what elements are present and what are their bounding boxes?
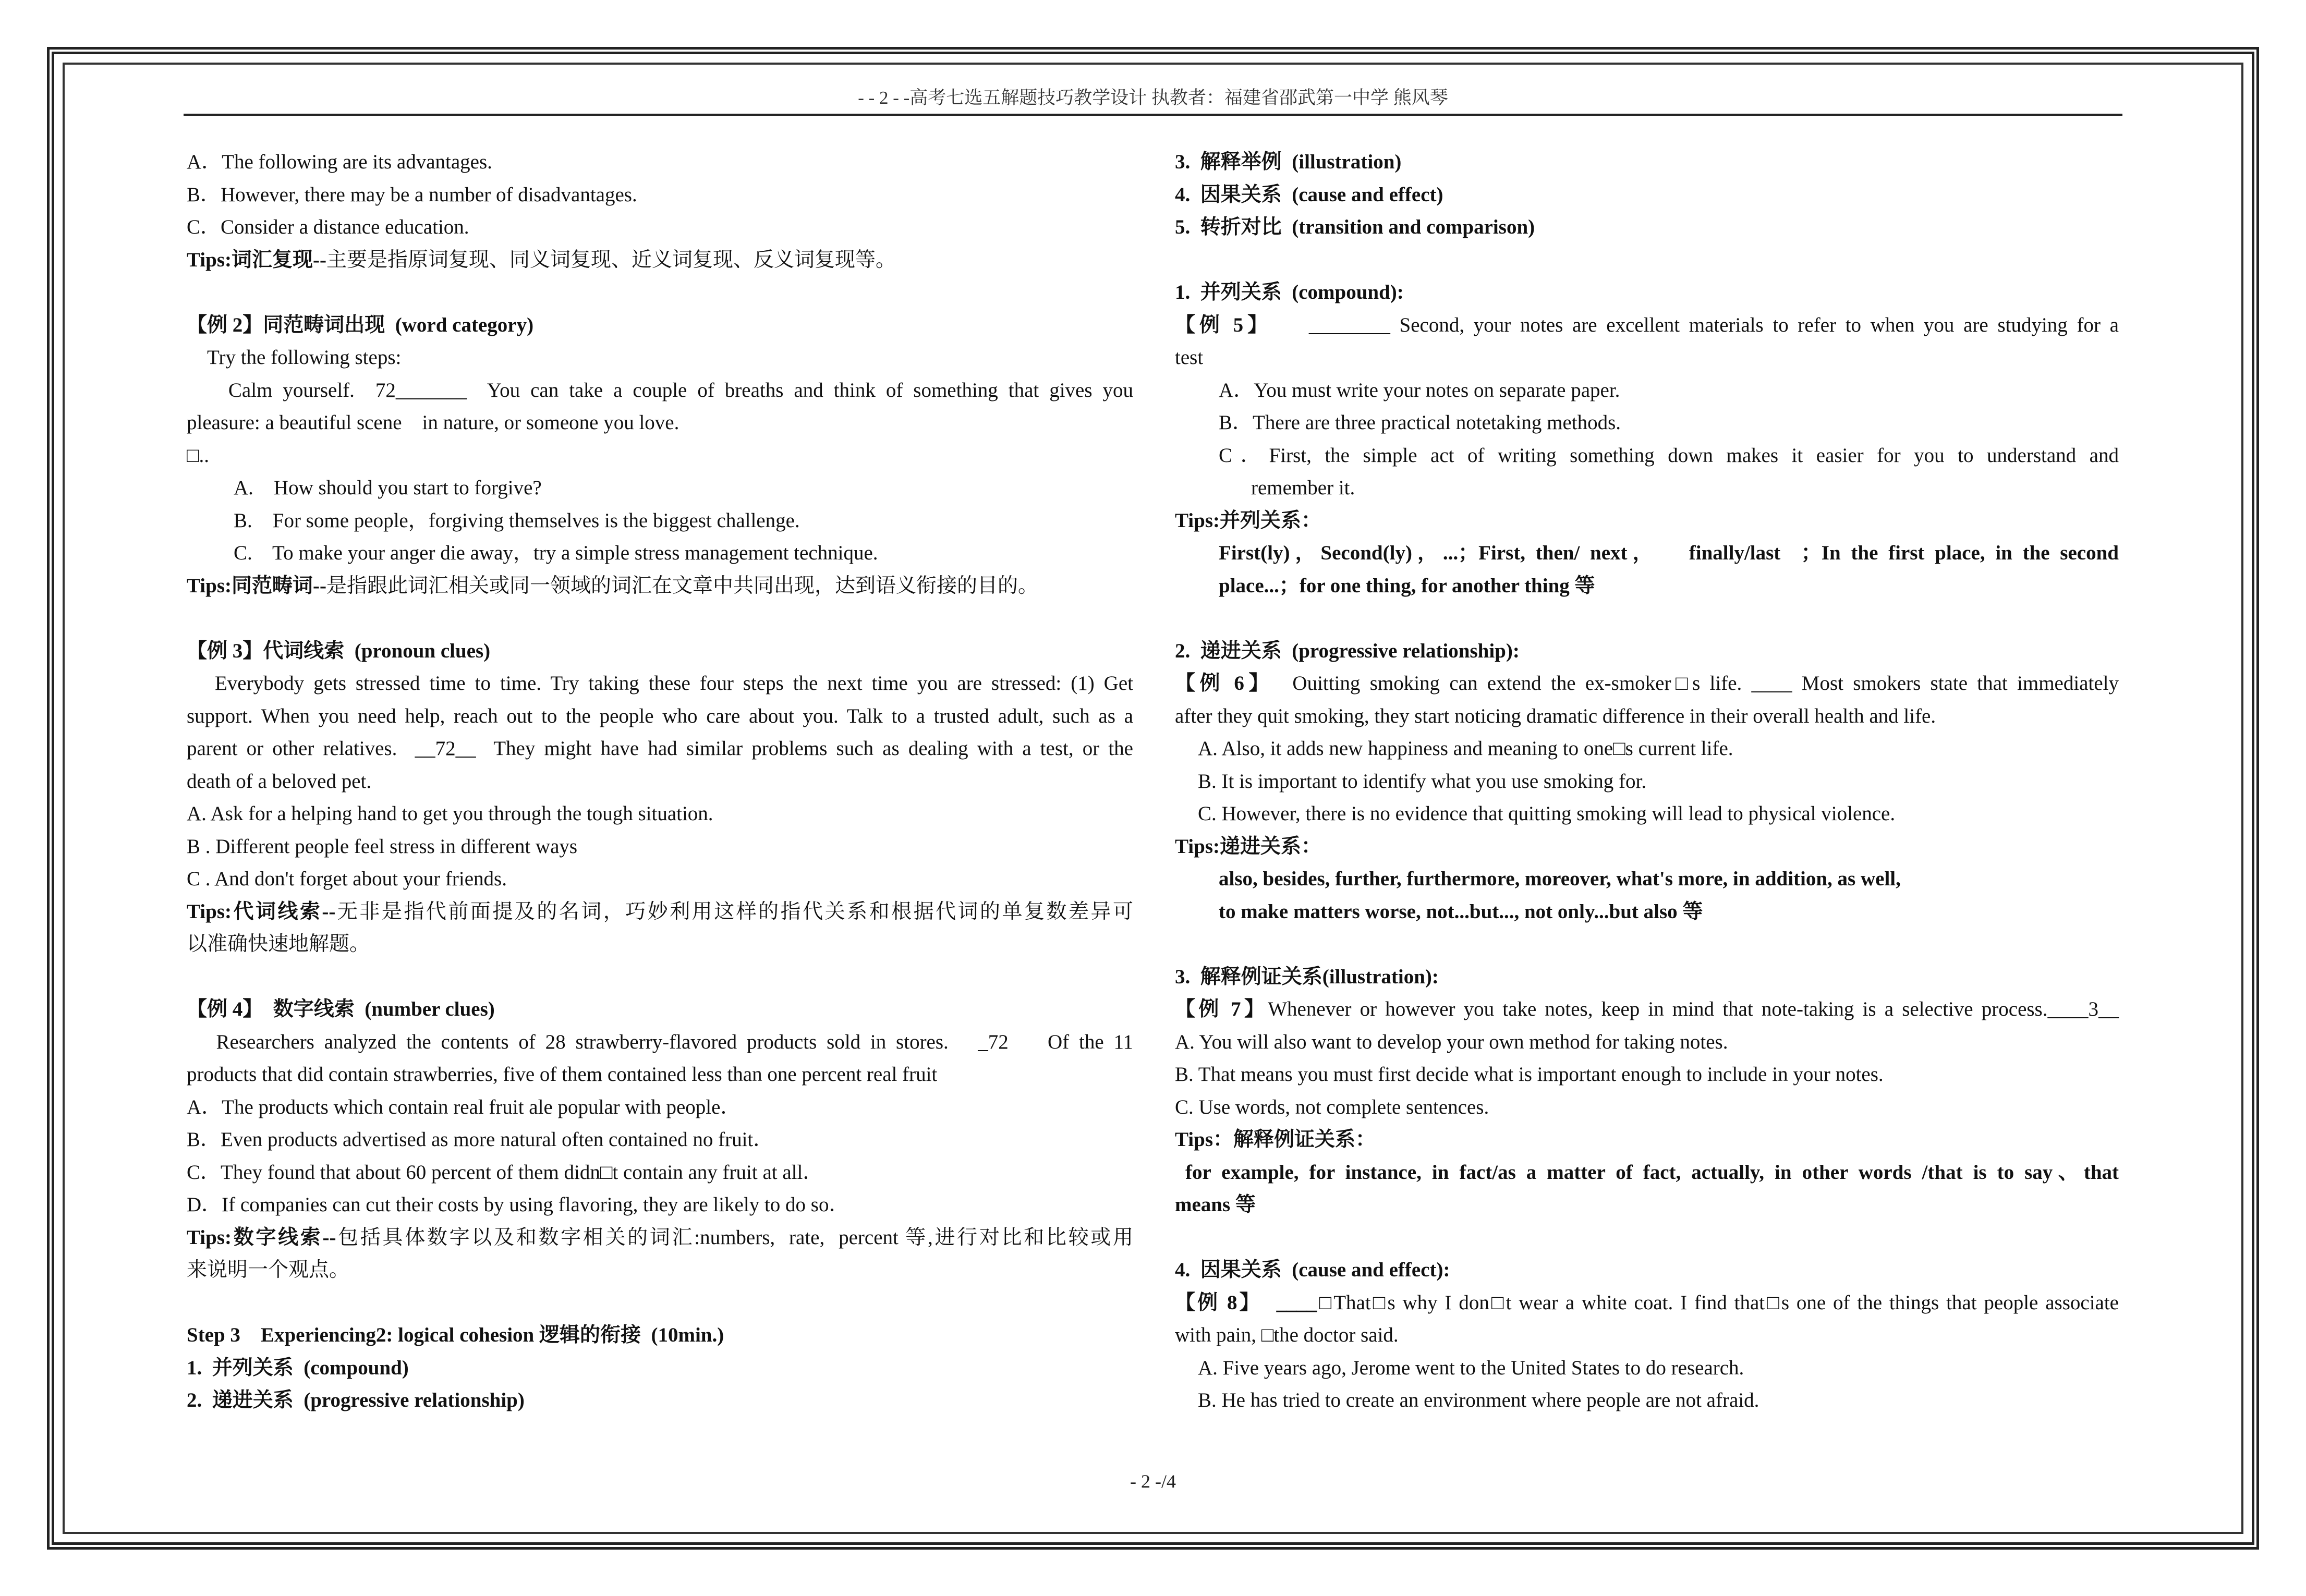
- text-line: Everybody gets stressed time to time. Try taking these four steps the next time you are stressed: (1) Get: [187, 672, 1133, 695]
- blank-line: [187, 1287, 1133, 1320]
- text-line: Step 3 Experiencing2: logical cohesion 逻辑的衔接 (10min.): [187, 1324, 724, 1346]
- text-line: C．First, the simple act of writing something down makes it easier for you to understand and: [1219, 444, 2119, 467]
- text-line: for example, for instance, in fact/as a matter of fact, actually, in other words /that is to say、that: [1175, 1161, 2119, 1184]
- text-line: C. However, there is no evidence that quitting smoking will lead to physical violence.: [1198, 802, 1896, 825]
- text-line: [187, 896, 1133, 929]
- text-line: A. Also, it adds new happiness and meaning to one□s current life.: [1198, 737, 1733, 760]
- text-line: also, besides, further, furthermore, moreover, what's more, in addition, as well,: [1219, 868, 1901, 890]
- text-line: A. Five years ago, Jerome went to the United States to do research.: [1198, 1356, 1744, 1379]
- text-line: 2. 递进关系 (progressive relationship): [187, 1389, 525, 1411]
- bold-label: Tips:词汇复现--: [187, 248, 326, 271]
- line-text: □That□s why I don□t wear a white coat. I find that□s one of the things that people associate: [1317, 1291, 2119, 1314]
- text-line: 5. 转折对比 (transition and comparison): [1175, 216, 1535, 238]
- text-line: [187, 570, 1133, 603]
- text-line: [187, 1222, 1133, 1254]
- right-column: [1175, 146, 2119, 1417]
- text-line: Tips：解释例证关系：: [1175, 1128, 1376, 1151]
- text-line: death of a beloved pet.: [187, 770, 372, 793]
- text-line: 3. 解释例证关系(illustration):: [1175, 965, 1439, 988]
- text-line: 来说明一个观点。: [187, 1259, 350, 1281]
- text-line: B. It is important to identify what you use smoking for.: [1198, 770, 1647, 793]
- text-line: 【例 4】 数字线索 (number clues): [187, 998, 495, 1020]
- blank-line: [1175, 928, 2119, 961]
- line-text: 无非是指代前面提及的名词，巧妙利用这样的指代关系和根据代词的单复数差异可: [335, 900, 1133, 923]
- text-line: 1. 并列关系 (compound):: [1175, 281, 1404, 303]
- text-line: after they quit smoking, they start noticing dramatic difference in their overall health and life.: [1175, 704, 1936, 727]
- line-text: ________ Second, your notes are excellent materials to refer to when you are studying for a: [1272, 313, 2119, 336]
- text-line: Tips:并列关系：: [1175, 509, 1321, 532]
- bold-label: 【例 7】: [1175, 998, 1268, 1020]
- bold-label: Tips:代词线索--: [187, 900, 336, 923]
- text-line: □..: [187, 444, 210, 467]
- text-line: pleasure: a beautiful scene in nature, or someone you love.: [187, 411, 679, 434]
- text-line: B．Even products advertised as more natural often contained no fruit．: [187, 1128, 774, 1151]
- bold-label: 【例 8】 ____: [1175, 1291, 1317, 1314]
- text-line: C．Consider a distance education.: [187, 216, 469, 238]
- text-line: C. Use words, not complete sentences.: [1175, 1095, 1489, 1118]
- text-line: Tips:递进关系：: [1175, 835, 1321, 858]
- text-line: 3. 解释举例 (illustration): [1175, 151, 1402, 173]
- blank-line: [1175, 1222, 2119, 1254]
- text-line: [1175, 993, 2119, 1026]
- text-line: B．There are three practical notetaking methods.: [1219, 411, 1621, 434]
- text-line: place...；for one thing, for another thing 等: [1219, 574, 1595, 597]
- text-line: [187, 244, 1133, 277]
- blank-line: [187, 961, 1133, 994]
- bold-label: 【例 6】: [1175, 672, 1273, 695]
- blank-line: [1175, 602, 2119, 635]
- text-line: with pain, □the doctor said.: [1175, 1324, 1399, 1346]
- page-number: - 2 -/4: [1130, 1471, 1176, 1492]
- text-line: remember it.: [1251, 477, 1355, 499]
- blank-line: [187, 602, 1133, 635]
- bold-label: Tips:数字线索--: [187, 1226, 336, 1249]
- text-line: [1175, 667, 2119, 700]
- text-line: 4. 因果关系 (cause and effect):: [1175, 1259, 1450, 1281]
- text-line: test: [1175, 346, 1204, 369]
- text-line: 【例 3】代词线索 (pronoun clues): [187, 639, 491, 662]
- text-line: A．The following are its advantages.: [187, 151, 492, 173]
- text-line: means 等: [1175, 1193, 1256, 1216]
- bold-label: Tips:同范畴词--: [187, 574, 326, 597]
- text-line: [1175, 1287, 2119, 1320]
- line-text: 包括具体数字以及和数字相关的词汇:numbers, rate, percent 等,进行对比和比较或用: [336, 1226, 1133, 1249]
- text-line: 【例 2】同范畴词出现 (word category): [187, 313, 534, 336]
- text-line: B . Different people feel stress in different ways: [187, 835, 578, 858]
- text-line: [1175, 309, 2119, 342]
- text-line: parent or other relatives. __72__ They might have had similar problems such as dealing with a test, or the: [187, 737, 1133, 760]
- line-text: Ouitting smoking can extend the ex-smoker□s life. ____ Most smokers state that immediately: [1273, 672, 2119, 695]
- left-column: [187, 146, 1133, 1417]
- text-line: A. You will also want to develop your own method for taking notes.: [1175, 1030, 1728, 1053]
- text-line: 以准确快速地解题。: [187, 933, 370, 955]
- text-line: 2. 递进关系 (progressive relationship):: [1175, 639, 1520, 662]
- text-line: A．The products which contain real fruit ale popular with people．: [187, 1095, 741, 1118]
- blank-line: [1175, 244, 2119, 277]
- line-text: Whenever or however you take notes, keep in mind that note-taking is a selective process.____3__: [1268, 998, 2119, 1020]
- text-line: C . And don't forget about your friends.: [187, 868, 507, 890]
- text-line: A．You must write your notes on separate paper.: [1219, 379, 1620, 401]
- text-line: B. For some people，forgiving themselves is the biggest challenge.: [234, 509, 800, 532]
- text-line: First(ly)，Second(ly)，...；First, then/ next， finally/last ；In the first place, in the second: [1219, 542, 2119, 564]
- text-line: 4. 因果关系 (cause and effect): [1175, 183, 1443, 206]
- line-text: 是指跟此词汇相关或同一领域的词汇在文章中共同出现，达到语义衔接的目的。: [326, 574, 1038, 597]
- text-line: to make matters worse, not...but..., not only...but also 等: [1219, 900, 1703, 923]
- text-line: Try the following steps:: [187, 346, 402, 369]
- text-line: B．However, there may be a number of disadvantages.: [187, 183, 637, 206]
- bold-label: 【例 5】: [1175, 313, 1272, 336]
- text-line: A. How should you start to forgive?: [234, 477, 542, 499]
- text-line: D．If companies can cut their costs by using flavoring, they are likely to do so．: [187, 1193, 849, 1216]
- text-line: C. To make your anger die away，try a simple stress management technique.: [234, 542, 878, 564]
- text-line: Calm yourself. 72_______ You can take a couple of breaths and think of something that gives you: [187, 379, 1134, 401]
- text-line: support. When you need help, reach out to the people who care about you. Talk to a trusted adult, such as a: [187, 704, 1133, 727]
- line-text: 主要是指原词复现、同义词复现、近义词复现、反义词复现等。: [326, 248, 896, 271]
- running-header: - - 2 - -高考七选五解题技巧教学设计 执教者：福建省邵武第一中学 熊风琴: [184, 83, 2122, 116]
- text-line: B. He has tried to create an environment where people are not afraid.: [1198, 1389, 1759, 1411]
- text-line: Researchers analyzed the contents of 28 strawberry-flavored products sold in stores. _72 Of the 11: [187, 1030, 1134, 1053]
- text-line: A. Ask for a helping hand to get you through the tough situation.: [187, 802, 713, 825]
- text-line: 1. 并列关系 (compound): [187, 1356, 409, 1379]
- text-line: products that did contain strawberries, five of them contained less than one percent real fruit: [187, 1063, 938, 1086]
- text-line: B. That means you must first decide what is important enough to include in your notes.: [1175, 1063, 1884, 1086]
- text-line: C．They found that about 60 percent of them didn□t contain any fruit at all．: [187, 1161, 823, 1184]
- blank-line: [187, 276, 1133, 309]
